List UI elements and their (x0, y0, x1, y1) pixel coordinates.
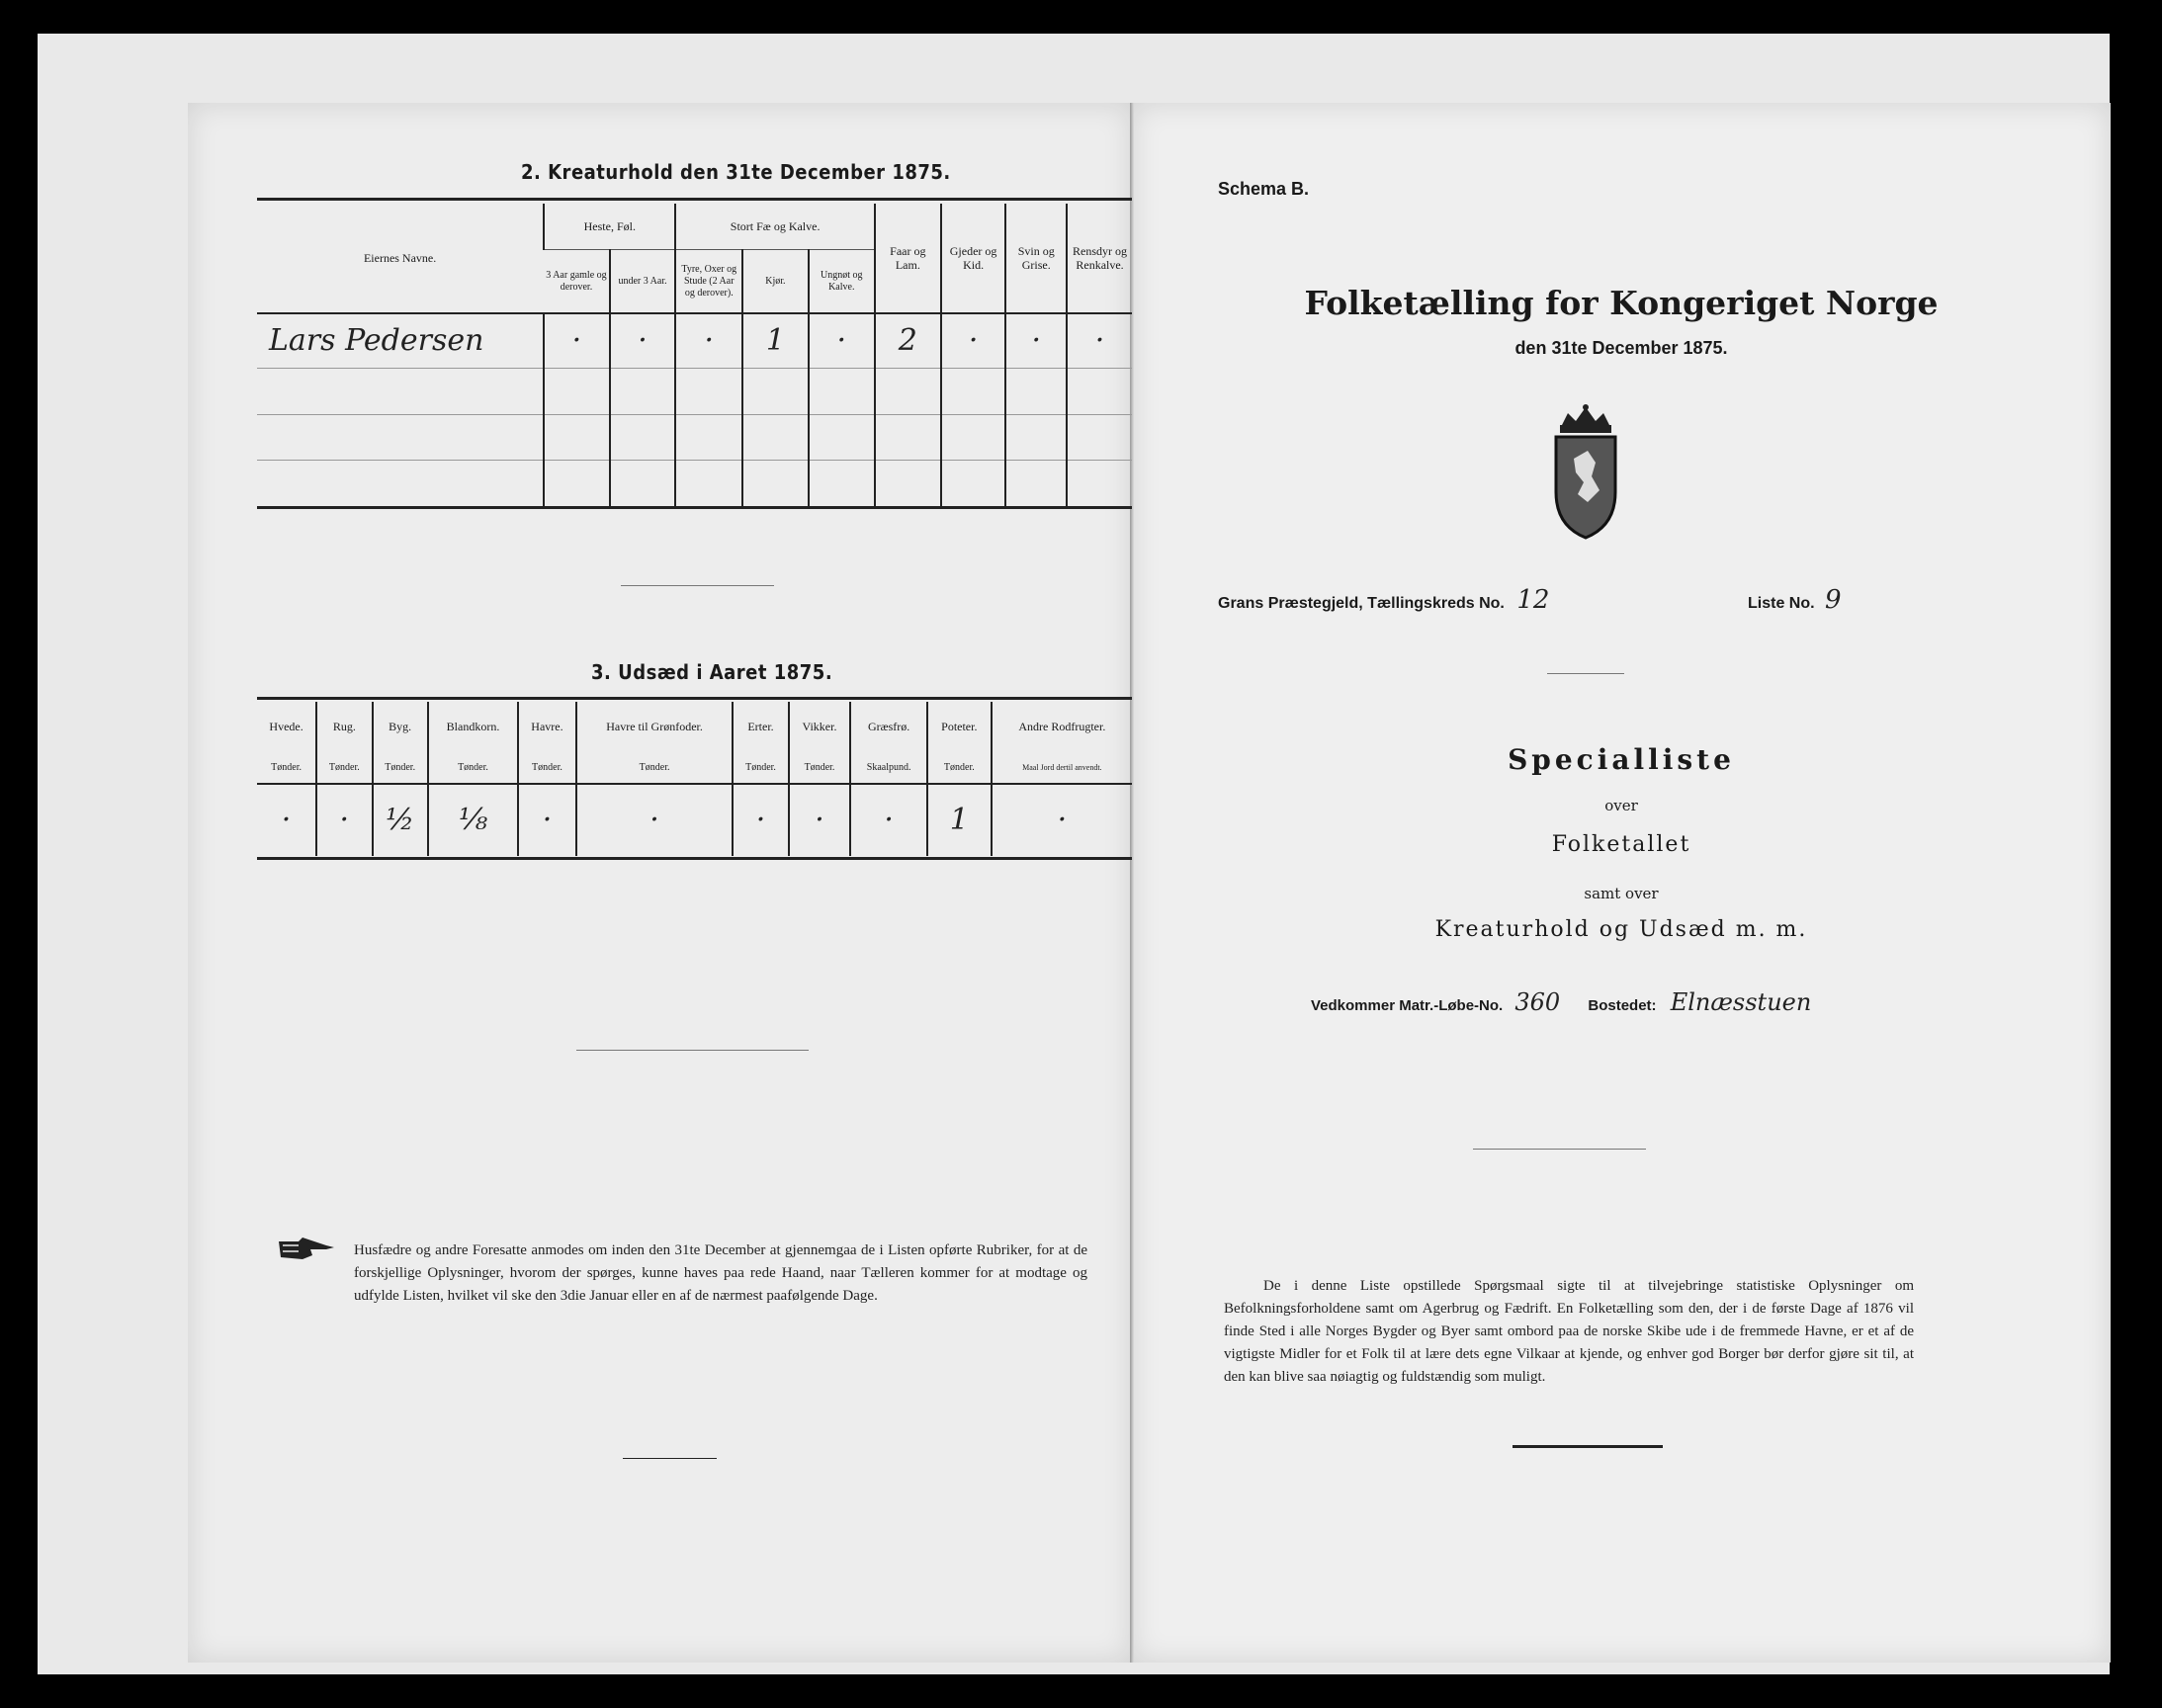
udsaed-value-rodfrugter: · (992, 784, 1132, 856)
row1-heste-3aar: · (544, 313, 609, 369)
right-page (1132, 103, 2111, 1663)
header-stort: Stort Fæ og Kalve. (675, 204, 875, 249)
schema-label: Schema B. (1218, 179, 1310, 199)
udsaed-header-havre: Havre. (518, 702, 576, 752)
row1-stort-ungnot: · (809, 313, 875, 369)
udsaed-header-gronfoder: Havre til Grønfoder. (576, 702, 734, 752)
udsaed-value-erter: · (733, 784, 788, 856)
header-heste-3aar: 3 Aar gamle og derover. (546, 269, 607, 293)
matr-line (1311, 988, 1811, 1016)
matr-value: 360 (1514, 988, 1561, 1016)
udsaed-value-vikker: · (789, 784, 851, 856)
row1-gjeder: · (941, 313, 1006, 369)
pointing-hand-icon (277, 1236, 336, 1263)
row1-stort-kjor: 1 (742, 313, 808, 369)
udsaed-header-erter: Erter. (733, 702, 788, 752)
main-title: Folketælling for Kongeriget Norge (1304, 284, 1939, 322)
row1-svin: · (1005, 313, 1067, 369)
header-heste-under3: under 3 Aar. (610, 249, 676, 313)
header-stort-tyre: Tyre, Oxer og Stude (2 Aar og derover). (675, 249, 742, 313)
udsaed-unit: Maal Jord dertil anvendt. (992, 752, 1132, 785)
location-line (1218, 585, 1549, 615)
udsaed-unit: Tønder. (373, 752, 428, 785)
divider-line (623, 1458, 717, 1459)
divider-line (1473, 1149, 1646, 1150)
kreaturhold-title: 2. Kreaturhold den 31te December 1875. (521, 160, 951, 184)
udsaed-value-graesfro: · (850, 784, 927, 856)
udsaed-bottom-rule (257, 857, 1132, 860)
empty-cell (257, 461, 544, 506)
udsaed-unit: Tønder. (271, 761, 302, 773)
udsaed-header-vikker: Vikker. (789, 702, 851, 752)
udsaed-unit: Tønder. (316, 752, 372, 785)
udsaed-unit: Skaalpund. (850, 752, 927, 785)
divider-line (576, 1050, 809, 1051)
udsaed-header-rodfrugter: Andre Rodfrugter. (992, 702, 1132, 752)
bosted-label: Bostedet: (1588, 997, 1657, 1014)
udsaed-value-gronfoder: · (576, 784, 734, 856)
udsaed-header-blandkorn: Blandkorn. (428, 702, 518, 752)
matr-label: Vedkommer Matr.-Løbe-No. (1311, 997, 1504, 1014)
header-rensdyr: Rensdyr og Renkalve. (1067, 204, 1132, 313)
over-text: over (1604, 797, 1638, 814)
udsaed-value-blandkorn: ⅛ (428, 784, 518, 856)
main-date: den 31te December 1875. (1514, 338, 1728, 358)
udsaed-unit: Tønder. (428, 752, 518, 785)
udsaed-unit: Tønder. (576, 752, 734, 785)
udsaed-title: 3. Udsæd i Aaret 1875. (591, 660, 833, 684)
liste-value: 9 (1825, 585, 1842, 615)
udsaed-header-rug: Rug. (316, 702, 372, 752)
udsaed-value-rug: · (316, 784, 372, 856)
header-gjeder: Gjeder og Kid. (941, 204, 1006, 313)
udsaed-value-byg: ½ (373, 784, 428, 856)
row1-heste-under3: · (610, 313, 676, 369)
liste-label: Liste No. (1748, 595, 1815, 612)
table-top-rule (257, 198, 1132, 201)
left-instruction-note: Husfædre og andre Foresatte anmodes om inden den 31te December at gjennemgaa de i Listen opførte Rubriker, for at de forskjellige Oplysninger, hvorom der spørges, kunne haves paa rede Haand, naar Tælleren kommer for at modtage og udfylde Listen, hvilket vil ske den 3die Januar eller en af de nærmest paafølgende Dage. (354, 1242, 1087, 1304)
udsaed-header-poteter: Poteter. (927, 702, 992, 752)
coat-of-arms-icon (1548, 403, 1623, 542)
udsaed-unit: Tønder. (789, 752, 851, 785)
kreaturhold-table (257, 204, 1132, 506)
divider-line (621, 585, 774, 586)
row1-stort-tyre: · (675, 313, 742, 369)
empty-cell (257, 414, 544, 460)
udsaed-value-havre: · (518, 784, 576, 856)
header-owner: Eiernes Navne. (363, 250, 437, 265)
udsaed-header-byg: Byg. (373, 702, 428, 752)
table-bottom-rule (257, 506, 1132, 509)
kreaturhold-subtitle: Kreaturhold og Udsæd m. m. (1434, 917, 1808, 942)
kreds-label: Tællingskreds No. (1367, 595, 1505, 612)
divider-line (1547, 673, 1624, 674)
udsaed-unit: Tønder. (927, 752, 992, 785)
prestegjeld-label: Grans Præstegjeld, (1218, 595, 1363, 612)
udsaed-value-poteter: 1 (927, 784, 992, 856)
row1-rensdyr: · (1067, 313, 1132, 369)
kreds-value: 12 (1516, 585, 1550, 615)
specialliste-title: Specialliste (1508, 743, 1735, 776)
divider-line (1513, 1445, 1663, 1448)
row1-owner: Lars Pedersen (269, 323, 484, 359)
header-faar: Faar og Lam. (875, 204, 941, 313)
udsaed-top-rule (257, 697, 1132, 700)
udsaed-header-hvede: Hvede. (269, 720, 303, 734)
empty-cell (257, 369, 544, 414)
udsaed-unit: Tønder. (518, 752, 576, 785)
header-stort-ungnot: Ungnøt og Kalve. (809, 249, 875, 313)
row1-faar: 2 (875, 313, 941, 369)
bosted-value: Elnæsstuen (1670, 988, 1812, 1016)
udsaed-header-graesfro: Græsfrø. (850, 702, 927, 752)
udsaed-value-hvede: · (281, 803, 292, 838)
header-svin: Svin og Grise. (1005, 204, 1067, 313)
right-explanatory-note: De i denne Liste opstillede Spørgsmaal sigte til at tilvejebringe statistiske Oplysninger om Befolkningsforholdene samt om Agerbrug og Fædrift. En Folketælling som den, der i de første Dage af 1876 vil finde Sted i alle Norges Bygder og Byer samt ombord paa de norske Skibe ude i de fremmede Havne, er et af de vigtigste Midler for et Folk til at lære dets egne Vilkaar at kjende, og enhver god Borger bør derfor gjøre sit til, at den kan blive saa nøiagtig og fuldstændig som muligt. (1224, 1278, 1914, 1385)
folketallet-text: Folketallet (1551, 832, 1691, 857)
header-stort-kjor: Kjør. (742, 249, 808, 313)
samt-over-text: samt over (1584, 885, 1659, 902)
liste-line (1748, 585, 1842, 615)
udsaed-unit: Tønder. (733, 752, 788, 785)
header-heste: Heste, Føl. (544, 204, 675, 249)
udsaed-table (257, 702, 1132, 856)
